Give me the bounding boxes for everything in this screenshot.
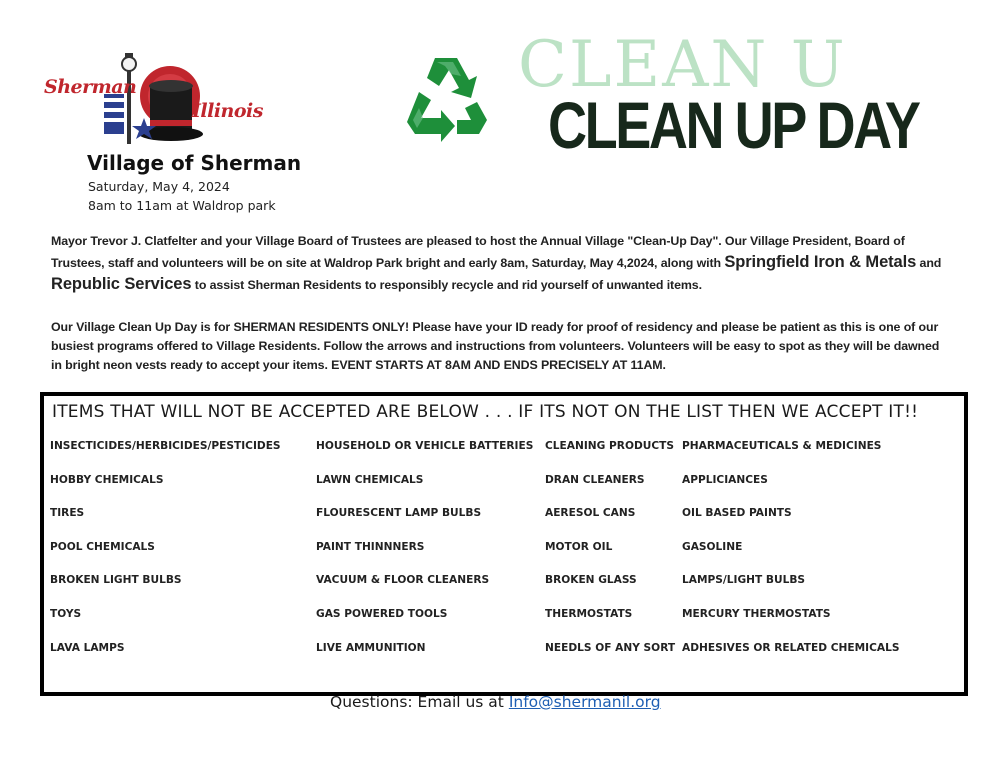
not-accepted-item: OIL BASED PAINTS [682,507,792,520]
not-accepted-item: FLOURESCENT LAMP BULBS [316,507,482,520]
logo-illinois-text: Illinois [192,100,263,122]
village-title: Village of Sherman [87,151,302,175]
not-accepted-item: AERESOL CANS [545,507,636,520]
not-accepted-item: VACUUM & FLOOR CLEANERS [316,574,490,587]
not-accepted-item: BROKEN GLASS [545,574,637,587]
not-accepted-item: TOYS [50,608,82,620]
not-accepted-item: GAS POWERED TOOLS [316,608,448,620]
banner-ghost-text: CLEAN U [518,28,847,102]
email-link[interactable]: Info@shermanil.org [508,693,661,711]
footer-label: Questions: Email us at [330,693,509,711]
not-accepted-item: MERCURY THERMOSTATS [682,608,831,620]
org-springfield: Springfield Iron & Metals [724,253,917,271]
items-heading: ITEMS THAT WILL NOT BE ACCEPTED ARE BELOW . . . IF ITS NOT ON THE LIST THEN WE ACCEPT IT!! [52,402,919,422]
questions-footer [330,693,661,711]
event-time-location: 8am to 11am at Waldrop park [88,198,276,213]
not-accepted-item: CLEANING PRODUCTS [545,440,674,452]
not-accepted-item: NEEDLS OF ANY SORT [545,641,676,654]
intro-text-end: to assist Sherman Residents to responsibly recycle and rid yourself of unwanted items. [191,278,702,292]
not-accepted-item: LIVE AMMUNITION [316,641,426,654]
not-accepted-item: ADHESIVES OR RELATED CHEMICALS [682,641,900,654]
recycle-icon [405,52,489,146]
not-accepted-item: INSECTICIDES/HERBICIDES/PESTICIDES [50,440,281,452]
not-accepted-item: BROKEN LIGHT BULBS [50,574,182,587]
sherman-illinois-logo [42,50,267,150]
banner-title: CLEAN UP DAY [548,88,919,162]
intro-and: and [916,256,942,270]
intro-paragraph [51,231,953,296]
not-accepted-item: HOBBY CHEMICALS [50,473,164,486]
not-accepted-item: POOL CHEMICALS [50,540,155,553]
org-republic: Republic Services [51,275,192,293]
not-accepted-item: PHARMACEUTICALS & MEDICINES [682,440,882,452]
not-accepted-items-box [40,392,968,696]
not-accepted-item: MOTOR OIL [545,540,613,553]
not-accepted-item: TIRES [50,507,85,520]
not-accepted-item: LAMPS/LIGHT BULBS [682,574,806,587]
not-accepted-item: LAWN CHEMICALS [316,473,424,486]
not-accepted-item: PAINT THINNNERS [316,540,425,553]
residents-paragraph: Our Village Clean Up Day is for SHERMAN RESIDENTS ONLY! Please have your ID ready for proof of residency and please be patient as this is one of our busiest programs offered to Village Residents. Follow the arrows and instructions from volunteers. Volunteers will be easy to spot as they will be dawned in bright neon vests ready to accept your items. EVENT STARTS AT 8AM AND ENDS PRECISELY AT 11AM. [51,320,940,372]
not-accepted-item: THERMOSTATS [545,608,633,620]
event-date: Saturday, May 4, 2024 [88,179,230,194]
not-accepted-item: GASOLINE [682,540,743,553]
intro-text-start: Mayor Trevor J. Clatfelter and your Village Board of Trustees are pleased to host the Annual Village "Clean-Up Day". Our Village President, Board of Trustees, staff and volunteers will be on site at Waldrop Park bright and early 8am, Saturday, May 4,2024, along with [51,234,905,270]
not-accepted-item: HOUSEHOLD OR VEHICLE BATTERIES [316,440,534,452]
not-accepted-item: DRAN CLEANERS [545,473,645,486]
not-accepted-item: APPLICIANCES [682,473,768,486]
logo-sherman-text: Sherman [44,76,137,98]
not-accepted-item: LAVA LAMPS [50,641,125,654]
